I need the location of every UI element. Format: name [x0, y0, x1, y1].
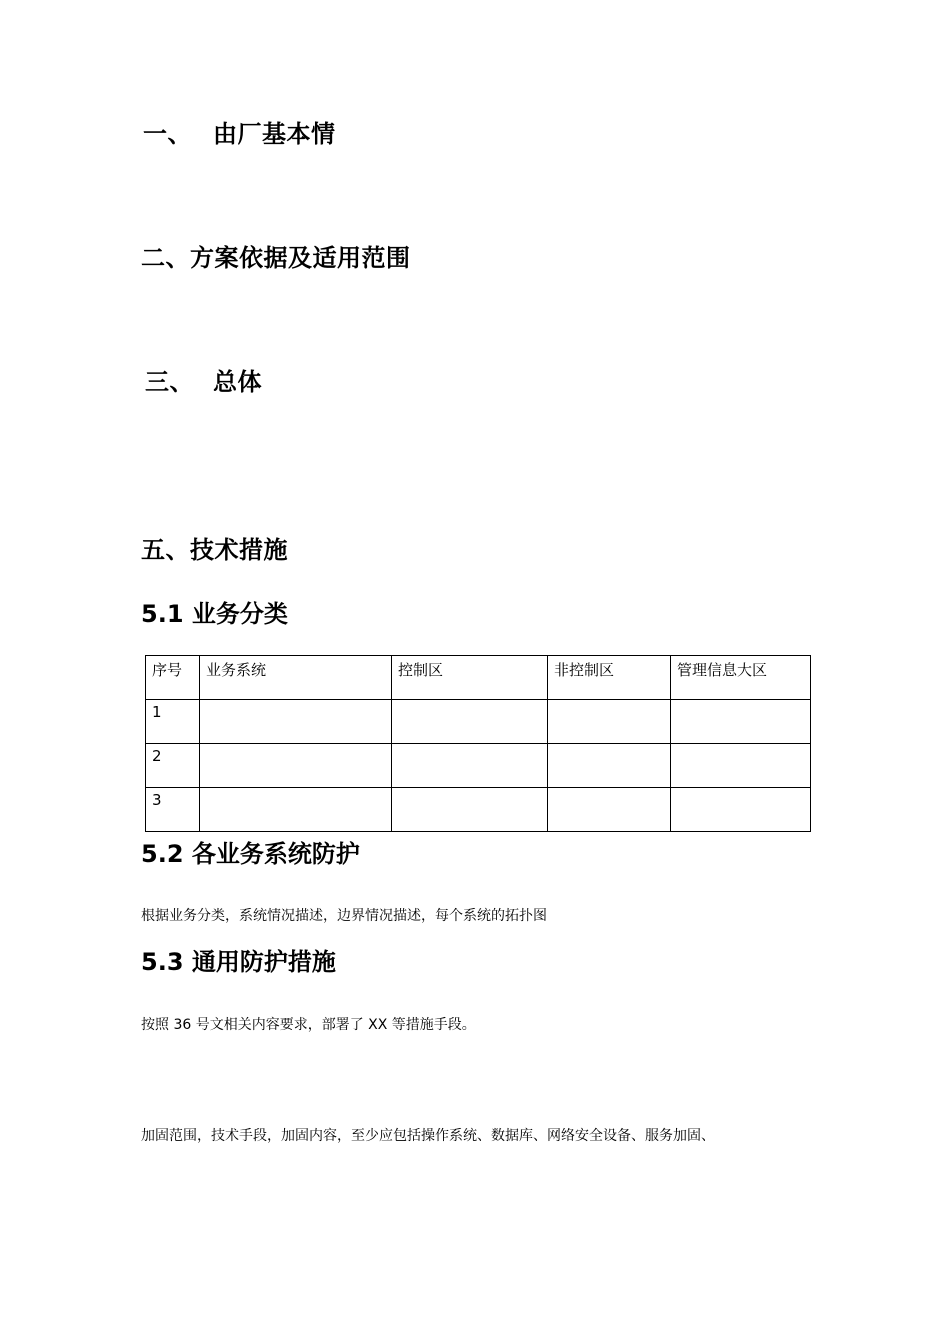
- table-header-cell: 非控制区: [548, 656, 671, 700]
- table-cell: [392, 700, 548, 744]
- table-header-cell: 业务系统: [200, 656, 392, 700]
- reinforcement-paragraph: 加固范围，技术手段，加固内容，至少应包括操作系统、数据库、网络安全设备、服务加固、: [141, 1128, 715, 1144]
- table-cell: [548, 788, 671, 832]
- table-row: [146, 700, 811, 744]
- section-1-title: 由厂基本情: [213, 120, 336, 148]
- business-classification-table: [145, 655, 811, 832]
- section-2-heading: 二、方案依据及适用范围: [141, 244, 411, 272]
- subsection-5-3-text: 按照 36 号文相关内容要求，部署了 XX 等措施手段。: [141, 1017, 476, 1033]
- section-5-heading: 五、技术措施: [141, 536, 288, 564]
- section-3-number: 三、: [145, 368, 194, 396]
- subsection-5-2-heading: 5.2 各业务系统防护: [141, 840, 360, 868]
- table-cell: 3: [146, 788, 200, 832]
- table-cell: [548, 744, 671, 788]
- table-header-cell: 管理信息大区: [671, 656, 811, 700]
- subsection-5-1-heading: 5.1 业务分类: [141, 600, 288, 628]
- table-row: [146, 788, 811, 832]
- section-1-heading: [143, 114, 336, 149]
- subsection-5-2-text: 根据业务分类，系统情况描述，边界情况描述，每个系统的拓扑图: [141, 908, 547, 924]
- section-1-number: 一、: [143, 120, 192, 148]
- table-cell: [671, 744, 811, 788]
- subsection-5-3-heading: 5.3 通用防护措施: [141, 948, 336, 976]
- table-cell: [200, 700, 392, 744]
- table-cell: [392, 744, 548, 788]
- table-cell: [200, 788, 392, 832]
- table-header-row: [146, 656, 811, 700]
- table-cell: [671, 788, 811, 832]
- table-cell: [392, 788, 548, 832]
- section-3-title: 总体: [213, 368, 262, 396]
- table-cell: [200, 744, 392, 788]
- table-header-cell: 序号: [146, 656, 200, 700]
- table-cell: 2: [146, 744, 200, 788]
- section-3-heading: [145, 362, 262, 397]
- table-cell: [671, 700, 811, 744]
- table-header-cell: 控制区: [392, 656, 548, 700]
- table-row: [146, 744, 811, 788]
- table-cell: [548, 700, 671, 744]
- table-cell: 1: [146, 700, 200, 744]
